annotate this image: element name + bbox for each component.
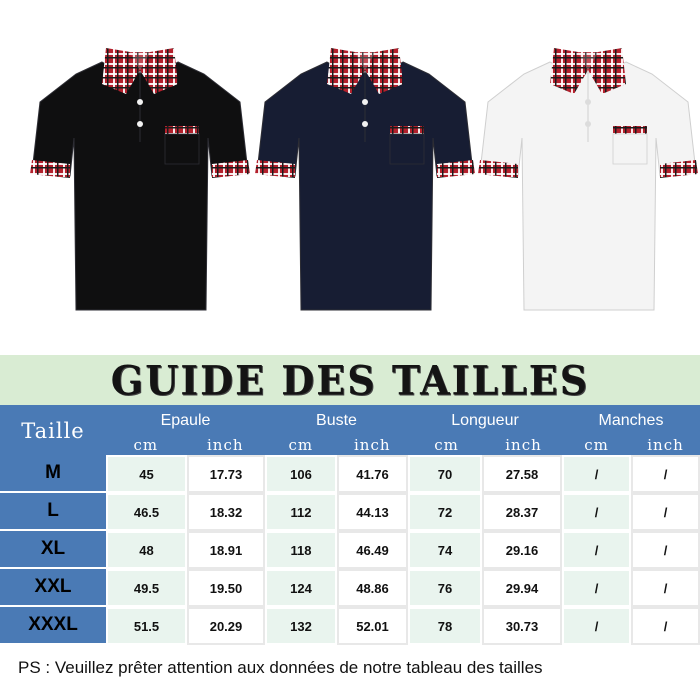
measurement-cell: 30.73 <box>482 607 562 645</box>
footnote-text: PS : Veuillez prêter attention aux données de notre tableau des tailles <box>18 658 543 677</box>
measurement-cell: 20.29 <box>187 607 265 645</box>
measurement-cell: 124 <box>265 569 337 607</box>
size-guide-title: GUIDE DES TAILLES <box>110 356 590 404</box>
measurement-cell: 45 <box>106 455 187 493</box>
size-label-cell: L <box>0 493 106 531</box>
measurement-cell: / <box>562 455 631 493</box>
size-header-label: Taille <box>21 419 85 443</box>
measurement-cell: 27.58 <box>482 455 562 493</box>
measurement-cell: 29.94 <box>482 569 562 607</box>
unit-label: cm <box>133 436 159 454</box>
size-label-cell: XXL <box>0 569 106 607</box>
unit-label: inch <box>647 436 684 454</box>
measurement-cell: 28.37 <box>482 493 562 531</box>
column-group-label: Epaule <box>160 412 211 429</box>
measurement-cell: 44.13 <box>337 493 408 531</box>
unit-label: inch <box>505 436 542 454</box>
size-label-cell: M <box>0 455 106 493</box>
unit-label: cm <box>434 436 459 454</box>
measurement-cell: / <box>562 531 631 569</box>
polo-shirt-drawing <box>30 40 250 320</box>
measurement-cell: 46.49 <box>337 531 408 569</box>
unit-label: cm <box>584 436 609 454</box>
polo-shirt-drawing <box>478 40 698 320</box>
measurement-cell: 49.5 <box>106 569 187 607</box>
measurement-cell: 78 <box>408 607 482 645</box>
measurement-cell: 18.32 <box>187 493 265 531</box>
navy-polo-shirt-image <box>255 40 475 320</box>
measurement-cell: 51.5 <box>106 607 187 645</box>
measurement-cell: 118 <box>265 531 337 569</box>
size-label-cell: XL <box>0 531 106 569</box>
measurement-cell: 52.01 <box>337 607 408 645</box>
measurement-cell: 46.5 <box>106 493 187 531</box>
measurement-cell: 106 <box>265 455 337 493</box>
column-group-label: Manches <box>598 412 664 429</box>
black-polo-shirt-image <box>30 40 250 320</box>
unit-label: inch <box>206 436 244 454</box>
measurement-cell: 132 <box>265 607 337 645</box>
measurement-cell: / <box>631 493 700 531</box>
unit-label: cm <box>288 436 314 454</box>
white-polo-shirt-image <box>478 40 698 320</box>
size-guide-title-band <box>0 355 700 405</box>
measurement-cell: 48.86 <box>337 569 408 607</box>
measurement-cell: / <box>562 569 631 607</box>
measurement-cell: / <box>631 607 700 645</box>
measurement-cell: 112 <box>265 493 337 531</box>
measurement-cell: / <box>562 493 631 531</box>
polo-shirt-drawing <box>255 40 475 320</box>
size-header-cell <box>0 405 106 455</box>
measurement-cell: 48 <box>106 531 187 569</box>
measurement-cell: 70 <box>408 455 482 493</box>
column-group-label: Longueur <box>451 412 519 429</box>
size-label-cell: XXXL <box>0 607 106 645</box>
measurement-cell: / <box>562 607 631 645</box>
measurement-cell: 29.16 <box>482 531 562 569</box>
measurement-cell: 18.91 <box>187 531 265 569</box>
measurement-cell: 72 <box>408 493 482 531</box>
unit-label: inch <box>353 436 391 454</box>
measurement-cell: 19.50 <box>187 569 265 607</box>
size-chart-table <box>0 405 700 645</box>
column-group-label: Buste <box>316 412 357 429</box>
measurement-cell: 76 <box>408 569 482 607</box>
measurement-cell: 17.73 <box>187 455 265 493</box>
measurement-cell: 41.76 <box>337 455 408 493</box>
measurement-cell: / <box>631 455 700 493</box>
measurement-cell: / <box>631 569 700 607</box>
measurement-cell: 74 <box>408 531 482 569</box>
measurement-cell: / <box>631 531 700 569</box>
